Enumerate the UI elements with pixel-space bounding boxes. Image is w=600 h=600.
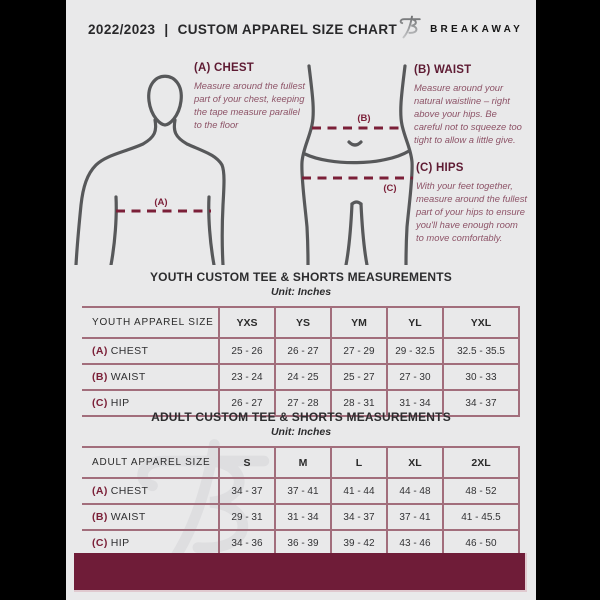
- row-prefix: (A): [92, 485, 108, 497]
- youth-header-row: [82, 307, 519, 338]
- left-inner-arm-outline: [111, 197, 116, 265]
- table-cell: 27 - 30: [387, 364, 443, 390]
- youth-size-table: [82, 306, 520, 417]
- row-label-waist: [82, 364, 219, 390]
- adult-size-table: [82, 446, 520, 557]
- title-divider: |: [164, 21, 169, 37]
- table-cell: 29 - 31: [219, 504, 275, 530]
- size-header-ym: YM: [331, 307, 387, 338]
- adult-waist-row: [82, 504, 519, 530]
- table-cell: 34 - 37: [331, 504, 387, 530]
- left-inner-leg-outline: [346, 204, 352, 265]
- row-name: HIP: [110, 397, 130, 409]
- youth-section-title: YOUTH CUSTOM TEE & SHORTS MEASUREMENTS: [149, 270, 453, 284]
- right-shoulder-arm-outline: [174, 120, 224, 265]
- table-cell: 41 - 44: [331, 478, 387, 504]
- table-cell: 25 - 27: [331, 364, 387, 390]
- waist-guide: [414, 64, 526, 147]
- navel-mark: [349, 142, 361, 145]
- table-cell: 27 - 28: [275, 390, 331, 416]
- table-cell: 25 - 26: [219, 338, 275, 364]
- waist-description: Measure around your natural waistline – right above your hips. Be careful not to squeeze too tight to allow a little give.: [414, 82, 522, 145]
- table-cell: 34 - 37: [219, 478, 275, 504]
- youth-unit-label: Unit: Inches: [270, 286, 332, 298]
- table-cell: 26 - 27: [275, 338, 331, 364]
- right-hip-leg-outline: [401, 66, 412, 265]
- brand-name: BREAKAWAY: [430, 23, 524, 35]
- table-cell: 30 - 33: [443, 364, 519, 390]
- size-header-xl: XL: [387, 447, 443, 478]
- table-cell: 37 - 41: [387, 504, 443, 530]
- row-prefix: (C): [92, 397, 108, 409]
- row-name: WAIST: [110, 511, 146, 523]
- table-cell: 41 - 45.5: [443, 504, 519, 530]
- size-header-2xl: 2XL: [443, 447, 519, 478]
- hip-marker-label: (C): [383, 183, 397, 194]
- adult-unit-label: Unit: Inches: [270, 426, 332, 438]
- row-prefix: (B): [92, 511, 108, 523]
- table-cell: 37 - 41: [275, 478, 331, 504]
- size-header-l: L: [331, 447, 387, 478]
- table-cell: 36 - 39: [275, 530, 331, 556]
- table-cell: 27 - 29: [331, 338, 387, 364]
- row-name: WAIST: [110, 371, 146, 383]
- size-header-yxs: YXS: [219, 307, 275, 338]
- table-cell: 24 - 25: [275, 364, 331, 390]
- youth-chest-row: [82, 338, 519, 364]
- table-cell: 43 - 46: [387, 530, 443, 556]
- table-cell: 26 - 27: [219, 390, 275, 416]
- waistband-curve: [305, 151, 409, 163]
- size-header-ys: YS: [275, 307, 331, 338]
- table-cell: 48 - 52: [443, 478, 519, 504]
- page-header: [66, 10, 536, 48]
- chest-heading: (A) CHEST: [194, 62, 254, 74]
- chest-marker-label: (A): [154, 197, 168, 208]
- youth-section: [66, 270, 536, 417]
- size-header-yl: YL: [387, 307, 443, 338]
- chest-description: Measure around the fullest part of your chest, keeping the tape measure parallel to the floor: [194, 80, 306, 130]
- table-cell: 46 - 50: [443, 530, 519, 556]
- row-label-chest: [82, 338, 219, 364]
- size-header-s: S: [219, 447, 275, 478]
- row-label-waist: [82, 504, 219, 530]
- table-cell: 31 - 34: [387, 390, 443, 416]
- table-cell: 29 - 32.5: [387, 338, 443, 364]
- hips-heading: (C) HIPS: [416, 162, 464, 174]
- breakaway-logo-icon: [397, 14, 423, 45]
- row-label-chest: [82, 478, 219, 504]
- row-prefix: (C): [92, 537, 108, 549]
- table-cell: 34 - 36: [219, 530, 275, 556]
- table-cell: 39 - 42: [331, 530, 387, 556]
- table-cell: 32.5 - 35.5: [443, 338, 519, 364]
- chart-title: CUSTOM APPAREL SIZE CHART: [177, 21, 398, 37]
- table-cell: 44 - 48: [387, 478, 443, 504]
- size-header-yxl: YXL: [443, 307, 519, 338]
- table-cell: 23 - 24: [219, 364, 275, 390]
- size-chart-page: [66, 0, 536, 600]
- right-inner-arm-outline: [209, 197, 214, 265]
- chest-guide: [194, 62, 310, 132]
- youth-size-column-header: YOUTH APPAREL SIZE: [82, 307, 219, 338]
- row-prefix: (B): [92, 371, 108, 383]
- table-cell: 31 - 34: [275, 504, 331, 530]
- youth-waist-row: [82, 364, 519, 390]
- table-cell: 34 - 37: [443, 390, 519, 416]
- row-name: HIP: [110, 537, 130, 549]
- hips-guide: [416, 162, 528, 245]
- row-name: CHEST: [110, 345, 149, 357]
- page-title: [88, 22, 397, 37]
- head-outline: [149, 76, 182, 125]
- adult-header-row: [82, 447, 519, 478]
- left-hip-leg-outline: [302, 66, 313, 265]
- adult-section: [66, 410, 536, 557]
- brand-lockup: [397, 14, 523, 45]
- waist-heading: (B) WAIST: [414, 64, 472, 76]
- season-label: 2022/2023: [88, 21, 156, 37]
- lower-body-diagram: [298, 59, 416, 265]
- table-cell: 28 - 31: [331, 390, 387, 416]
- row-prefix: (A): [92, 345, 108, 357]
- footer-accent-bar: [74, 553, 527, 592]
- adult-size-column-header: ADULT APPAREL SIZE: [82, 447, 219, 478]
- hips-description: With your feet together, measure around the fullest part of your hips to ensure you'll have enough room to move comfortably.: [416, 180, 528, 243]
- waist-marker-label: (B): [357, 113, 371, 124]
- row-name: CHEST: [110, 485, 149, 497]
- size-header-m: M: [275, 447, 331, 478]
- adult-section-title: ADULT CUSTOM TEE & SHORTS MEASUREMENTS: [151, 410, 451, 424]
- adult-chest-row: [82, 478, 519, 504]
- right-inner-leg-outline: [361, 204, 367, 265]
